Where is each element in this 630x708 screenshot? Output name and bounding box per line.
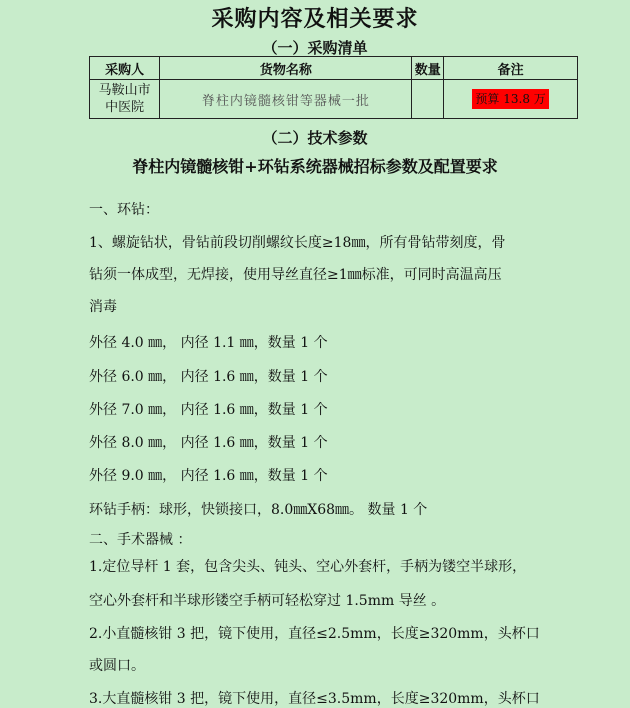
- header-note: 备注: [444, 57, 578, 80]
- cell-goods: [160, 80, 412, 119]
- paragraph-line: 外径 4.0 ㎜， 内径 1.1 ㎜，数量 1 个: [89, 335, 328, 351]
- paragraph-line: 1.定位导杆 1 套，包含尖头、钝头、空心外套杆，手柄为镂空半球形，: [89, 559, 527, 575]
- cell-buyer: [90, 80, 160, 119]
- paragraph-line: 1、螺旋钻状，骨钻前段切削螺纹长度≥18㎜，所有骨钻带刻度，骨: [89, 235, 506, 251]
- purchase-table: [89, 56, 578, 119]
- paragraph-line: 2.小直髓核钳 3 把，镜下使用，直径≤2.5mm，长度≥320mm，头杯口: [89, 626, 540, 642]
- document-title: 采购内容及相关要求: [211, 7, 419, 32]
- budget-highlight: 预算 13.8 万: [472, 89, 548, 109]
- cell-note: [444, 80, 578, 119]
- paragraph-line: 一、环钻：: [89, 202, 159, 218]
- paragraph-line: 二、手术器械 ：: [89, 532, 192, 548]
- cell-quantity: [412, 80, 444, 119]
- paragraph-line: 空心外套杆和半球形镂空手柄可轻松穿过 1.5mm 导丝 。: [89, 593, 446, 609]
- paragraph-line: 环钻手柄：球形，快锁接口，8.0㎜X68㎜。 数量 1 个: [89, 502, 428, 518]
- table-header-row: [90, 57, 578, 80]
- paragraph-line: 外径 9.0 ㎜， 内径 1.6 ㎜，数量 1 个: [89, 468, 328, 484]
- paragraph-line: 外径 7.0 ㎜， 内径 1.6 ㎜，数量 1 个: [89, 402, 328, 418]
- paragraph-line: 钻须一体成型，无焊接，使用导丝直径≥1㎜标准，可同时高温高压: [89, 267, 502, 283]
- buyer-line-2: 中医院: [105, 100, 145, 115]
- goods-name: 脊柱内镜髓核钳等器械一批: [201, 93, 370, 109]
- section-heading-tech-params: （二）技术参数: [262, 129, 368, 147]
- paragraph-line: 或圆口。: [89, 658, 145, 674]
- paragraph-line: 3.大直髓核钳 3 把，镜下使用，直径≤3.5mm，长度≥320mm，头杯口: [89, 691, 540, 707]
- paragraph-line: 消毒: [89, 299, 117, 315]
- header-goods: 货物名称: [160, 57, 412, 80]
- buyer-line-1: 马鞍山市: [98, 83, 151, 98]
- paragraph-line: 外径 8.0 ㎜， 内径 1.6 ㎜，数量 1 个: [89, 435, 328, 451]
- tender-subtitle: 脊柱内镜髓核钳+环钻系统器械招标参数及配置要求: [132, 157, 498, 176]
- header-quantity: 数量: [412, 57, 444, 80]
- table-row: [90, 80, 578, 119]
- section-heading-purchase-list: （一）采购清单: [262, 39, 368, 57]
- paragraph-line: 外径 6.0 ㎜， 内径 1.6 ㎜，数量 1 个: [89, 369, 328, 385]
- header-buyer: 采购人: [90, 57, 160, 80]
